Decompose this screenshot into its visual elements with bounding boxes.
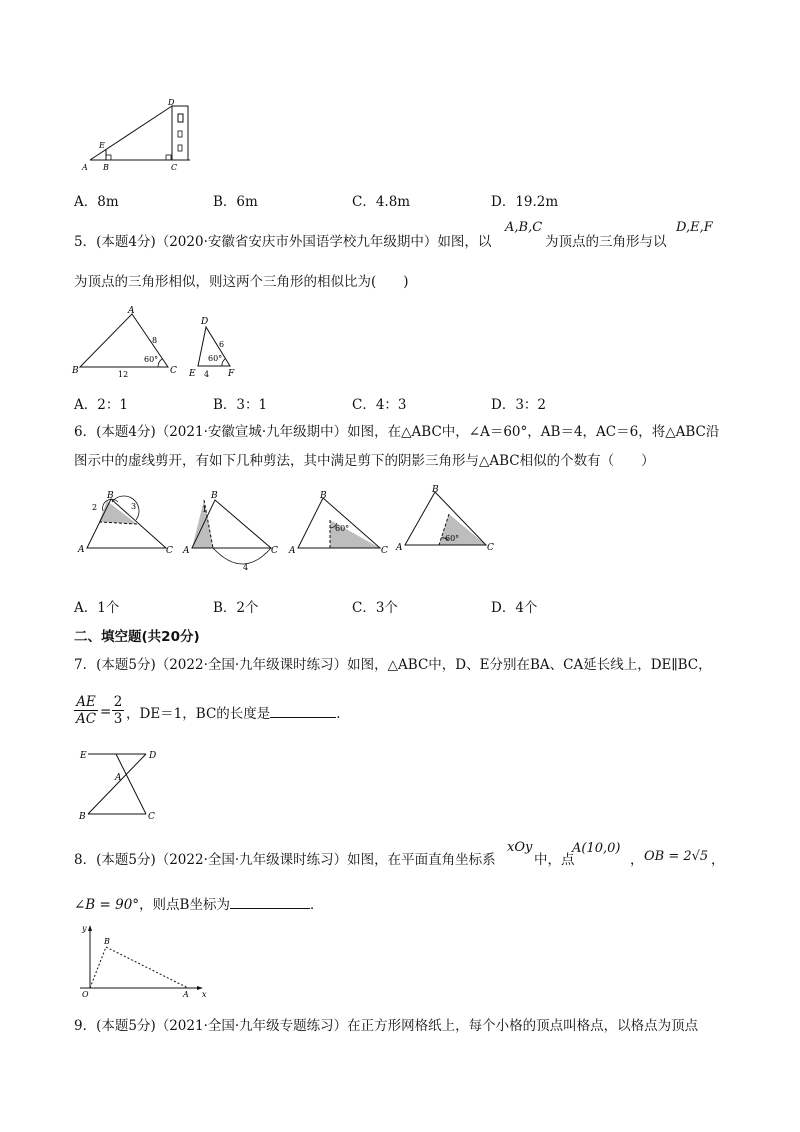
q7-frac2-num: 2 <box>113 694 123 710</box>
q5-right-f: F <box>228 369 235 379</box>
q5-option-a: A．2：1 <box>74 397 128 413</box>
q5-left-a: A <box>128 306 135 316</box>
q7-stem-rest: ，DE＝1，BC的长度是 <box>126 706 271 722</box>
q5-option-b: B．3：1 <box>213 397 268 413</box>
q5-option-c: C．4：3 <box>352 397 407 413</box>
q8-point-a-text: A(10,0) <box>572 841 621 856</box>
q4-label-a: A <box>82 163 88 172</box>
q7-frac2-den: 3 <box>113 711 123 727</box>
q7-label-c: C <box>148 812 155 822</box>
q6-option-c: C．3个 <box>352 600 398 616</box>
q6-option-a: A．1个 <box>74 600 120 616</box>
q6-f1-n1: 2 <box>92 503 98 512</box>
q6-f3-angle: 60° <box>335 524 350 533</box>
q6-option-b: B．2个 <box>213 600 259 616</box>
q4-label-b: B <box>103 163 109 172</box>
q6-f1-c: C <box>166 546 173 556</box>
q7-label-b: B <box>79 812 86 822</box>
q8-label-a: A <box>183 990 189 999</box>
q6-f3-b: B <box>320 491 327 501</box>
q6-f2-c: C <box>271 546 278 556</box>
q8-axis-y: y <box>82 924 87 933</box>
section-fill-in-title: 二、填空题(共20分) <box>74 629 200 645</box>
q7-stem-line1: 7．(本题5分)（2022·全国·九年级课时练习）如图，△ABC中，D、E分别在BA、CA延长线上，DE∥BC， <box>74 657 712 673</box>
q6-f3-a: A <box>289 546 296 556</box>
q8-mid: 中，点 <box>534 852 575 868</box>
q5-points-def: D,E,F <box>676 220 713 235</box>
q9-stem-line1: 9．(本题5分)（2021·全国·九年级专题练习）在正方形网格纸上，每个小格的顶点叫格点，以格点为顶点 <box>74 1018 699 1034</box>
q7-stem-end: ． <box>336 706 350 722</box>
q8-end: ， <box>711 852 725 868</box>
q5-stem-line2: 为顶点的三角形相似，则这两个三角形的相似比为( ) <box>74 274 409 290</box>
q5-right-e: E <box>189 369 196 379</box>
q6-f2-n1: 1 <box>202 505 208 514</box>
q4-option-b: B．6m <box>213 194 258 210</box>
q4-label-d: D <box>168 98 175 107</box>
q5-points-abc: A,B,C <box>505 220 543 235</box>
q8-line2-end: ． <box>309 897 324 913</box>
q5-left-b: B <box>72 366 79 376</box>
q8-ob: OB = 2√5 <box>644 849 709 864</box>
q6-f1-b: B <box>107 491 114 501</box>
q4-option-d: D．19.2m <box>491 194 559 210</box>
q6-f2-n2: 4 <box>243 563 249 572</box>
q6-f1-n2: 3 <box>131 502 137 511</box>
q5-left-side-ac: 8 <box>152 336 158 345</box>
q7-frac1-num: AE <box>76 694 96 710</box>
q8-angle-b: ∠B = 90° <box>74 897 140 913</box>
q7-frac1-den: AC <box>75 711 97 727</box>
q6-f4-angle: 60° <box>445 534 460 543</box>
q5-left-angle: 60° <box>144 355 159 364</box>
q8-stem-line1-prefix: 8．(本题5分)（2022·全国·九年级课时练习）如图，在平面直角坐标系 <box>74 852 496 868</box>
q8-axis-x: x <box>202 990 207 999</box>
q6-f1-a: A <box>78 545 85 555</box>
q6-stem-line1: 6．(本题4分)（2021·安徽宣城·九年级期中）如图，在△ABC中，∠A＝60°，AB＝4，AC＝6，将△ABC沿 <box>74 424 720 440</box>
q7-label-d: D <box>149 751 157 761</box>
q5-right-angle: 60° <box>208 354 223 363</box>
q8-sep: ， <box>630 852 644 868</box>
q4-label-e: E <box>99 141 105 150</box>
q8-label-o: O <box>82 990 89 999</box>
q8-line2-mid: ，则点B坐标为 <box>139 897 230 913</box>
q7-label-e: E <box>80 751 87 761</box>
q5-left-c: C <box>170 366 177 376</box>
q8-label-b: B <box>104 937 110 946</box>
q6-f2-b: B <box>211 491 218 501</box>
q5-left-side-bc: 12 <box>118 370 129 379</box>
q4-option-c: C．4.8m <box>352 194 411 210</box>
q6-f4-c: C <box>487 543 494 553</box>
q5-option-d: D．3：2 <box>491 397 547 413</box>
q8-xoy: xOy <box>507 840 533 855</box>
q6-f4-b: B <box>432 485 439 495</box>
q6-stem-line2: 图示中的虚线剪开，有如下几种剪法，其中满足剪下的阴影三角形与△ABC相似的个数有（ ） <box>74 453 655 469</box>
q6-f2-a: A <box>183 546 190 556</box>
q5-right-d: D <box>201 317 209 327</box>
q5-mid: 为顶点的三角形与以 <box>545 234 667 250</box>
q6-option-d: D．4个 <box>491 600 538 616</box>
q6-f4-a: A <box>396 543 403 553</box>
q6-f3-c: C <box>381 546 388 556</box>
q5-right-side-ef: 4 <box>204 370 210 379</box>
q4-label-c: C <box>171 163 178 172</box>
q5-right-side-df: 6 <box>219 340 225 349</box>
q5-prefix: 5．(本题4分)（2020·安徽省安庆市外国语学校九年级期中）如图，以 <box>74 234 492 250</box>
q7-label-a: A <box>115 773 122 783</box>
q7-eq: = <box>100 704 112 720</box>
q4-option-a: A．8m <box>74 194 119 210</box>
